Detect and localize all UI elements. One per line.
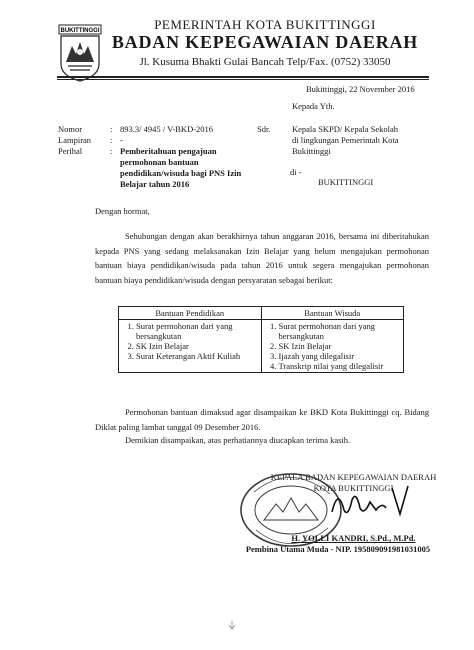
header-rule — [57, 76, 429, 78]
list-item: 2. SK Izin Belajar — [279, 341, 401, 351]
addressee-city: BUKITTINGGI — [318, 177, 374, 187]
requirements-table — [118, 306, 404, 373]
header-rule-thin — [57, 79, 429, 80]
body-paragraph-1: Sehubungan dengan akan berakhirnya tahun anggaran 2016, bersama ini diberitahukan kepada PNS yang sedang melaksanakan Izin Belajar yang belum mengajukan permohonan bantuan biaya pendidikan/wisuda pada tahun 2016 untuk segera mengajukan permohonan bantuan biaya pendidikan/wisuda dengan persyaratan sebagai berikut: — [95, 231, 429, 285]
list-item: 1. Surat permohonan dari yang bersangkutan — [136, 321, 258, 341]
sdr-label: Sdr. — [257, 124, 271, 134]
agency-address: Jl. Kusuma Bhakti Gulai Bancah Telp/Fax. (0752) 33050 — [139, 56, 391, 68]
scan-mark — [227, 620, 237, 630]
lampiran-value: - — [120, 135, 123, 145]
list-item: 3. Ijazah yang dilegalisir — [279, 351, 401, 361]
list-item: 2. SK Izin Belajar — [136, 341, 258, 351]
government-name: PEMERINTAH KOTA BUKITTINGGI — [154, 17, 376, 32]
di-label: di - — [290, 167, 302, 177]
addressee-line-3: Bukittinggi — [292, 146, 331, 156]
nomor-label: Nomor — [58, 124, 83, 134]
letter-date: Bukittinggi, 22 November 2016 — [306, 84, 415, 94]
signatory-title-line-1: KEPALA BADAN KEPEGAWAIAN DAERAH — [270, 472, 437, 482]
perihal-value: Pemberitahuan pengajuan permohonan bantuan pendidikan/wisuda bagi PNS Izin Belajar tahun 2016 — [120, 146, 242, 189]
perihal-label: Perihal — [58, 146, 83, 156]
perihal-colon: : — [110, 146, 113, 156]
signatory-name: H. YOLLI KANDRI, S.Pd., M.Pd. — [291, 533, 416, 543]
addressee — [292, 124, 437, 157]
greeting: Dengan hormat, — [95, 206, 150, 216]
lampiran-colon: : — [110, 135, 113, 145]
nomor-value: 893.3/ 4945 / V-BKD-2016 — [120, 124, 214, 134]
kepada-label: Kepada Yth. — [292, 101, 335, 111]
signatory-title-line-2: KOTA BUKITTINGGI — [313, 483, 394, 493]
list-item: 3. Surat Keterangan Aktif Kuliah — [136, 351, 258, 361]
body-paragraph-2: Permohonan bantuan dimaksud agar disampaikan ke BKD Kota Bukittinggi cq. Bidang Diklat paling lambat tanggal 09 Desember 2016. — [95, 407, 429, 432]
nomor-colon: : — [110, 124, 113, 134]
signatory-nip: Pembina Utama Muda - NIP. 195809091981031005 — [245, 544, 431, 554]
addressee-line-1: Kepala SKPD/ Kepala Sekolah — [292, 124, 398, 134]
header-bantuan-wisuda: Bantuan Wisuda — [261, 307, 404, 320]
pendidikan-requirements — [119, 320, 262, 373]
logo-text: BUKITTINGGI — [60, 28, 100, 34]
handwritten-signature — [330, 482, 410, 522]
list-item: 1. Surat permohonan dari yang bersangkutan — [279, 321, 401, 341]
lampiran-label: Lampiran — [58, 135, 92, 145]
body-paragraph-3: Demikian disampaikan, atas perhatiannya diucapkan terima kasih. — [125, 435, 351, 445]
addressee-line-2: di lingkungan Pemerintah Kota — [292, 135, 399, 145]
agency-name: BADAN KEPEGAWAIAN DAERAH — [111, 32, 419, 52]
wisuda-requirements — [261, 320, 404, 373]
list-item: 4. Transkrip nilai yang dilegalisir — [279, 361, 401, 371]
header-bantuan-pendidikan: Bantuan Pendidikan — [119, 307, 262, 320]
